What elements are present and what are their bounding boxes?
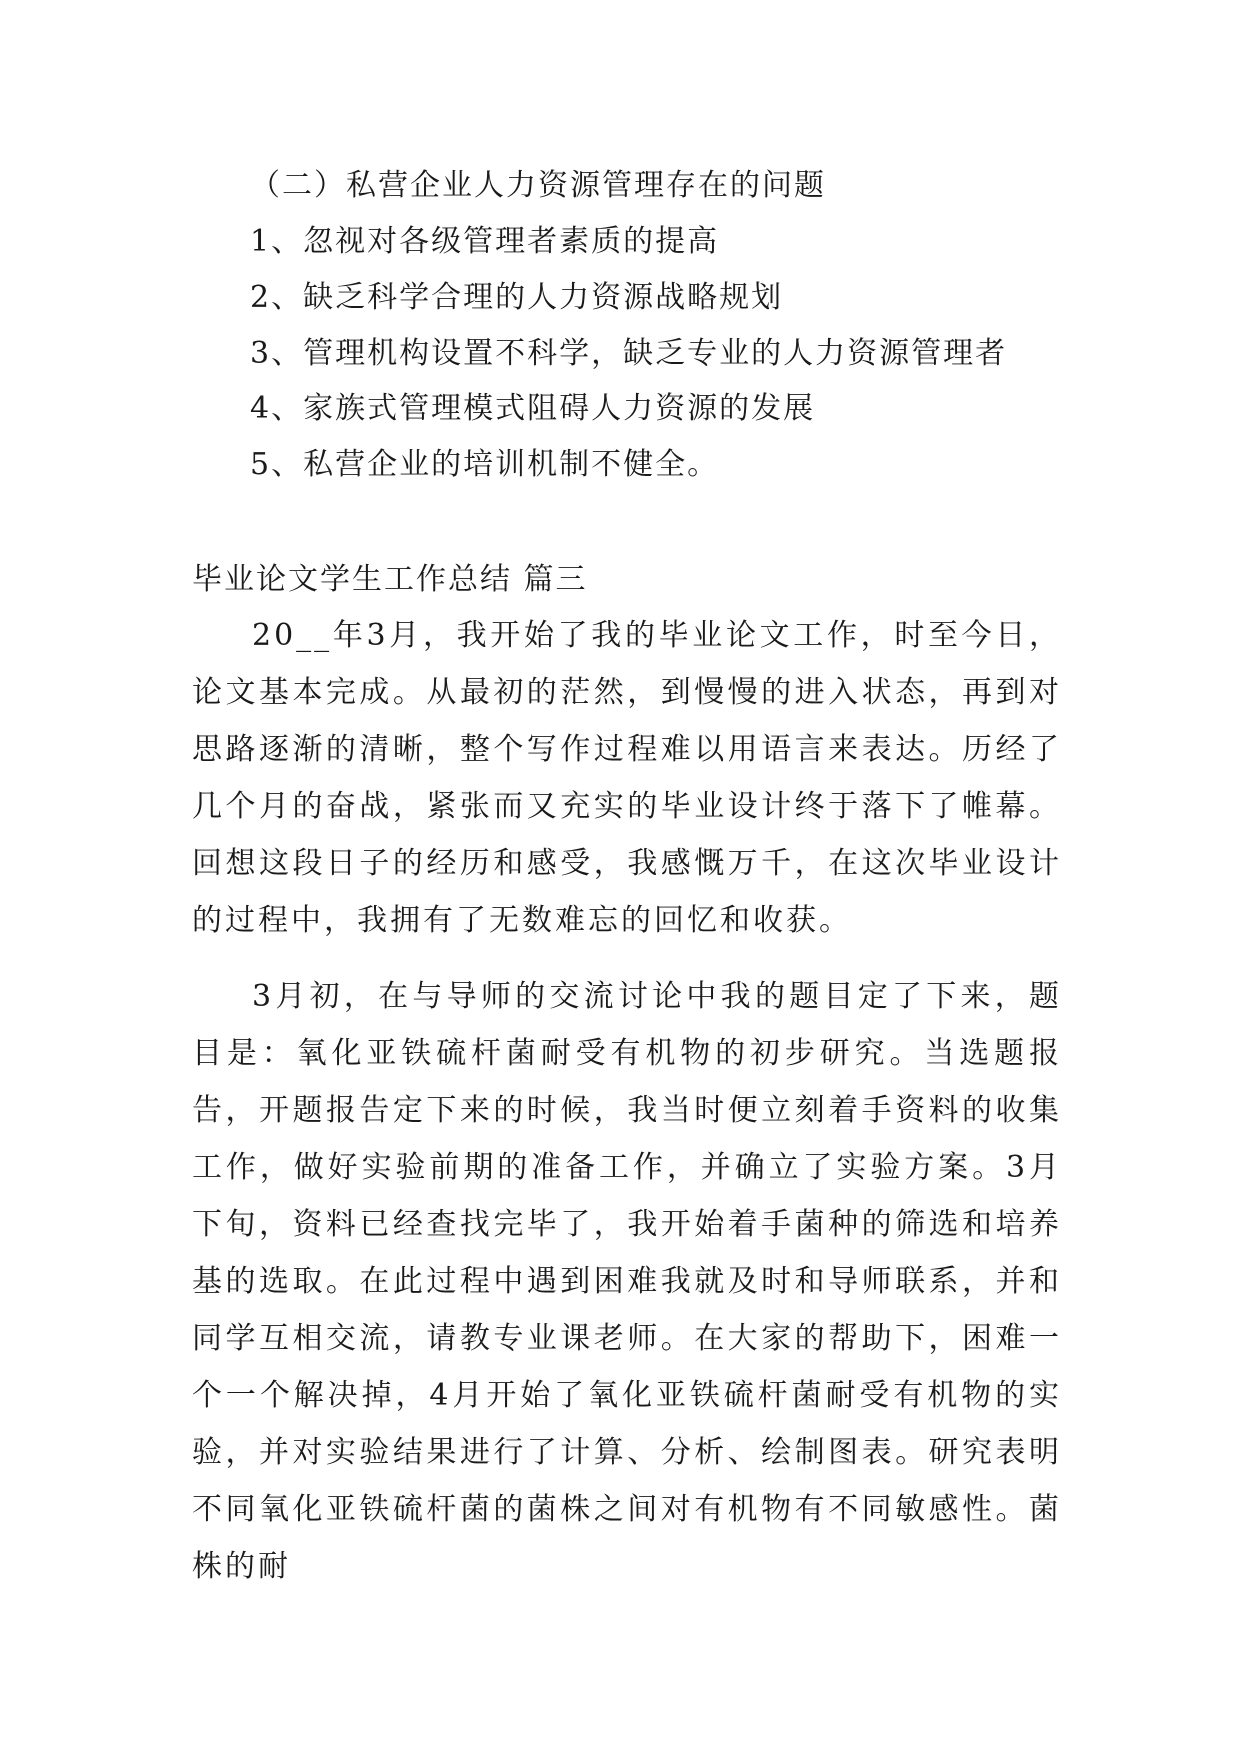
section-heading: （二）私营企业人力资源管理存在的问题 xyxy=(250,168,826,203)
paragraph: 3月初，在与导师的交流讨论中我的题目定了下来，题目是：氧化亚铁硫杆菌耐受有机物的初步研究。当选题报告，开题报告定下来的时候，我当时便立刻着手资料的收集工作，做好实验前期的准备工作，并确立了实验方案。3月下旬，资料已经查找完毕了，我开始着手菌种的筛选和培养基的选取。在此过程中遇到困难我就及时和导师联系，并和同学互相交流，请教专业课老师。在大家的帮助下，困难一个一个解决掉，4月开始了氧化亚铁硫杆菌耐受有机物的实验，并对实验结果进行了计算、分析、绘制图表。研究表明不同氧化亚铁硫杆菌的菌株之间对有机物有不同敏感性。菌株的耐 xyxy=(192,979,1062,1584)
list-item: 5、私营企业的培训机制不健全。 xyxy=(250,447,720,482)
list-item: 2、缺乏科学合理的人力资源战略规划 xyxy=(250,280,784,315)
list-item: 3、管理机构设置不科学，缺乏专业的人力资源管理者 xyxy=(250,336,1008,371)
article-title: 毕业论文学生工作总结 篇三 xyxy=(192,562,588,597)
list-item: 4、家族式管理模式阻碍人力资源的发展 xyxy=(250,391,816,426)
list-item: 1、忽视对各级管理者素质的提高 xyxy=(250,224,720,259)
paragraph: 20__年3月，我开始了我的毕业论文工作，时至今日，论文基本完成。从最初的茫然，到慢慢的进入状态，再到对思路逐渐的清晰，整个写作过程难以用语言来表达。历经了几个月的奋战，紧张而又充实的毕业设计终于落下了帷幕。回想这段日子的经历和感受，我感慨万千，在这次毕业设计的过程中，我拥有了无数难忘的回忆和收获。 xyxy=(192,618,1062,938)
